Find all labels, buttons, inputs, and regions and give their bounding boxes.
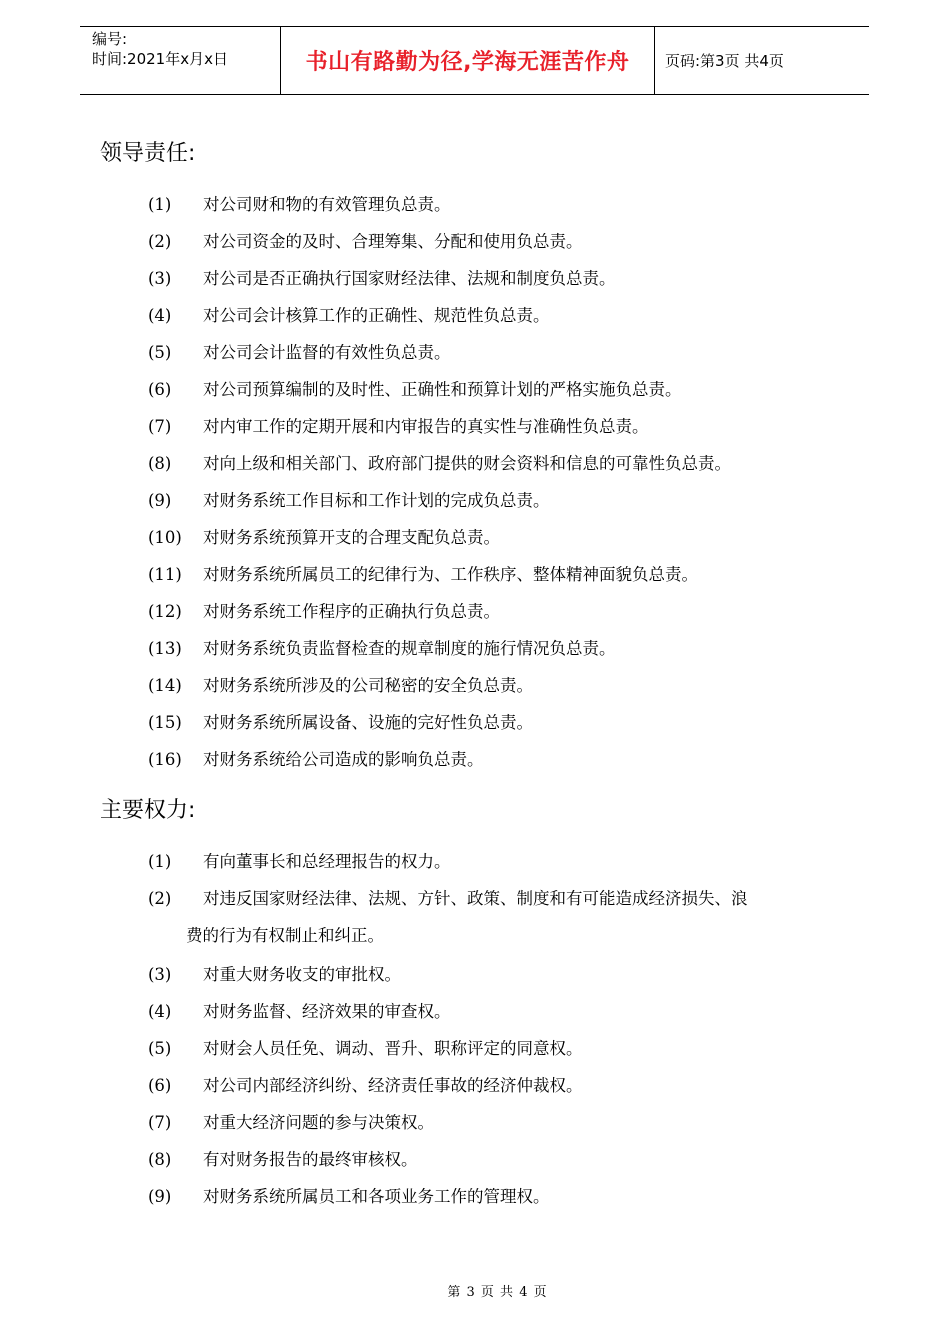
document-number-label: 编号: [92, 30, 128, 48]
list-item [148, 638, 616, 660]
list-item [148, 527, 500, 549]
list-item [148, 1112, 434, 1134]
item-number: (11) [148, 565, 182, 584]
item-text: 对财务监督、经济效果的审查权。 [203, 1002, 451, 1021]
item-number: (9) [148, 491, 172, 510]
list-item [148, 1038, 583, 1060]
list-item [148, 194, 451, 216]
item-text: 有对财务报告的最终审核权。 [203, 1150, 418, 1169]
item-number: (1) [148, 195, 172, 214]
item-number: (1) [148, 852, 172, 871]
item-text: 对财务系统给公司造成的影响负总责。 [203, 750, 484, 769]
item-number: (10) [148, 528, 182, 547]
item-text: 对财务系统负责监督检查的规章制度的施行情况负总责。 [203, 639, 616, 658]
item-text: 对向上级和相关部门、政府部门提供的财会资料和信息的可靠性负总责。 [203, 454, 731, 473]
item-text: 有向董事长和总经理报告的权力。 [203, 852, 451, 871]
list-item [148, 342, 451, 364]
document-time-label: 时间:2021年x月x日 [92, 50, 228, 68]
item-number: (15) [148, 713, 182, 732]
list-item [148, 416, 649, 438]
item-text: 对公司内部经济纠纷、经济责任事故的经济仲裁权。 [203, 1076, 583, 1095]
list-item [148, 1001, 451, 1023]
list-item [148, 851, 451, 873]
item-text: 对公司是否正确执行国家财经法律、法规和制度负总责。 [203, 269, 616, 288]
section-title-main-powers: 主要权力: [100, 798, 196, 823]
header-meta [80, 27, 281, 94]
item-text: 对财务系统所涉及的公司秘密的安全负总责。 [203, 676, 533, 695]
item-text: 对财务系统所属员工的纪律行为、工作秩序、整体精神面貌负总责。 [203, 565, 698, 584]
item-number: (8) [148, 1150, 172, 1169]
item-text: 对重大财务收支的审批权。 [203, 965, 401, 984]
list-item [148, 712, 533, 734]
item-number: (8) [148, 454, 172, 473]
list-item [148, 1075, 583, 1097]
item-number: (14) [148, 676, 182, 695]
item-number: (13) [148, 639, 182, 658]
section-title-leadership-responsibility: 领导责任: [100, 141, 196, 166]
item-number: (2) [148, 232, 172, 251]
header-page-info: 页码:第3页 共4页 [665, 52, 784, 70]
item-text: 对财务系统工作目标和工作计划的完成负总责。 [203, 491, 550, 510]
item-number: (9) [148, 1187, 172, 1206]
item-number: (4) [148, 306, 172, 325]
item-text: 对财务系统所属设备、设施的完好性负总责。 [203, 713, 533, 732]
list-item [148, 268, 616, 290]
header-motto: 书山有路勤为径,学海无涯苦作舟 [281, 27, 655, 94]
item-text: 对公司财和物的有效管理负总责。 [203, 195, 451, 214]
item-text: 对财务系统工作程序的正确执行负总责。 [203, 602, 500, 621]
item-number: (6) [148, 1076, 172, 1095]
item-text: 对公司会计监督的有效性负总责。 [203, 343, 451, 362]
list-item [148, 564, 698, 586]
item-text: 对财务系统所属员工和各项业务工作的管理权。 [203, 1187, 550, 1206]
list-item [148, 1186, 550, 1208]
item-number: (7) [148, 417, 172, 436]
list-item [148, 305, 550, 327]
item-number: (5) [148, 1039, 172, 1058]
item-text-continuation: 费的行为有权制止和纠正。 [186, 926, 384, 945]
list-item [148, 490, 550, 512]
page-footer: 第 3 页 共 4 页 [447, 1285, 548, 1300]
item-number: (3) [148, 269, 172, 288]
list-item [148, 964, 401, 986]
item-number: (3) [148, 965, 172, 984]
item-number: (4) [148, 1002, 172, 1021]
item-text: 对财会人员任免、调动、晋升、职称评定的同意权。 [203, 1039, 583, 1058]
item-text: 对公司预算编制的及时性、正确性和预算计划的严格实施负总责。 [203, 380, 682, 399]
item-text: 对内审工作的定期开展和内审报告的真实性与准确性负总责。 [203, 417, 649, 436]
item-text: 对财务系统预算开支的合理支配负总责。 [203, 528, 500, 547]
list-item [148, 675, 533, 697]
item-number: (6) [148, 380, 172, 399]
list-item [148, 888, 853, 947]
item-number: (7) [148, 1113, 172, 1132]
item-text: 对公司资金的及时、合理筹集、分配和使用负总责。 [203, 232, 583, 251]
list-item [148, 453, 731, 475]
list-item [148, 749, 484, 771]
item-text: 对违反国家财经法律、法规、方针、政策、制度和有可能造成经济损失、浪 [203, 889, 748, 908]
list-item [148, 1149, 418, 1171]
list-item [148, 379, 682, 401]
page-header [80, 26, 869, 95]
item-number: (12) [148, 602, 182, 621]
item-number: (16) [148, 750, 182, 769]
item-text: 对公司会计核算工作的正确性、规范性负总责。 [203, 306, 550, 325]
item-number: (5) [148, 343, 172, 362]
list-item [148, 231, 583, 253]
item-text: 对重大经济问题的参与决策权。 [203, 1113, 434, 1132]
list-item [148, 601, 500, 623]
item-number: (2) [148, 889, 172, 908]
